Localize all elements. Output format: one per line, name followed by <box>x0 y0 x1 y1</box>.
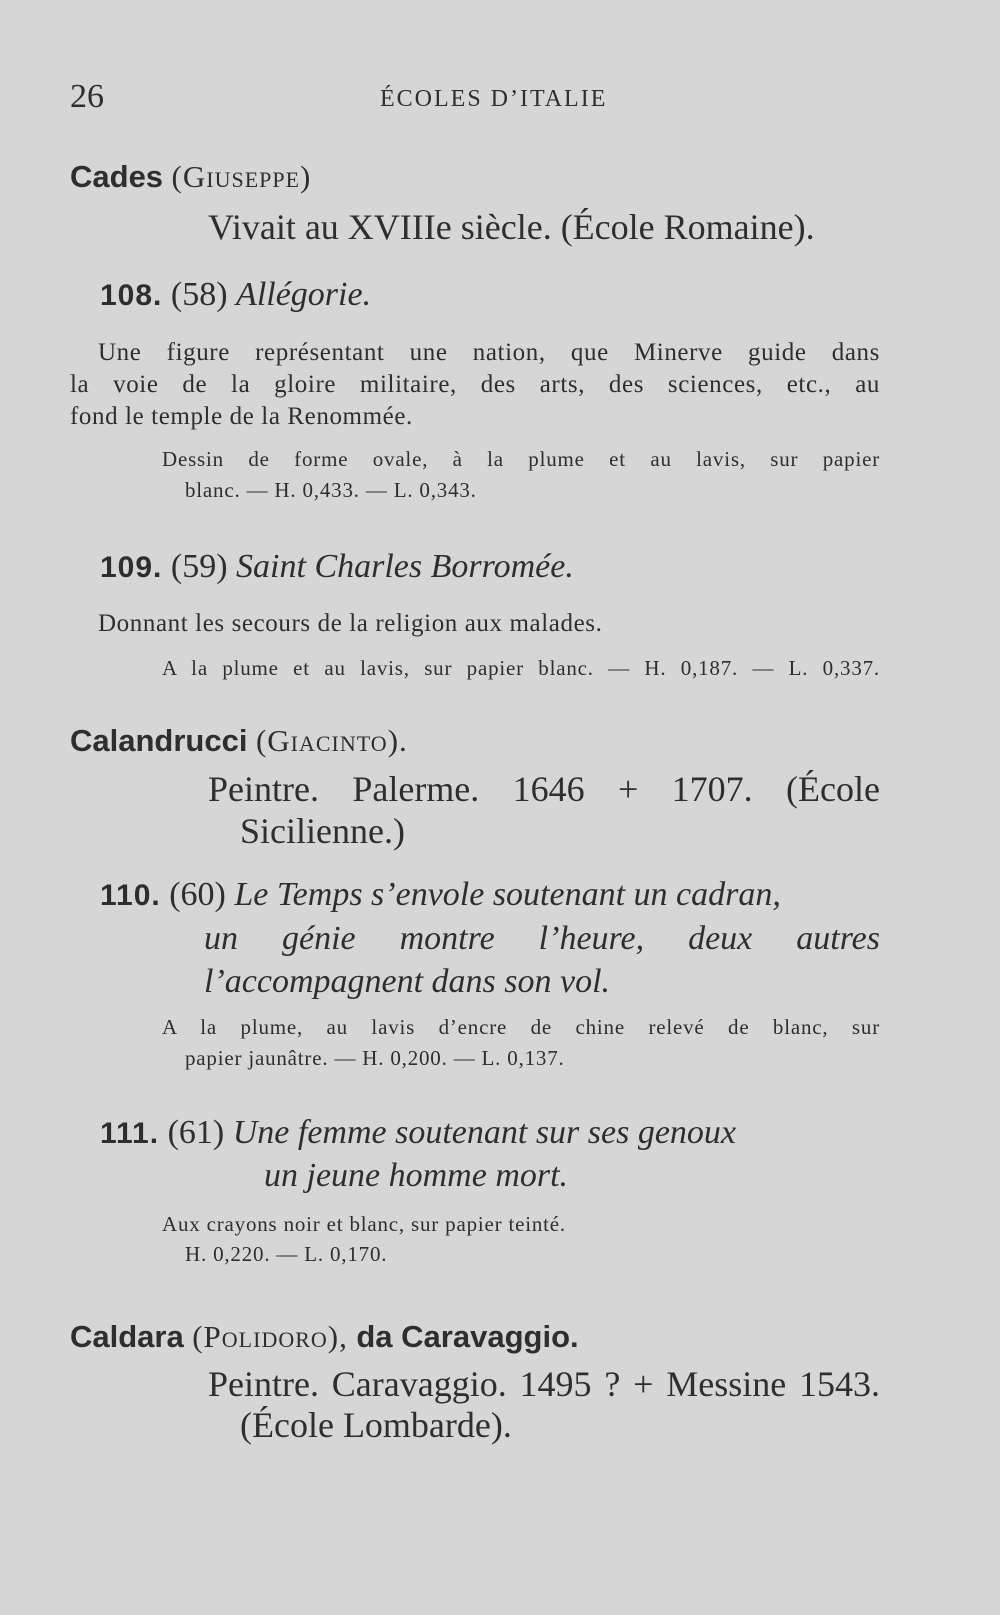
artist-name: Calandrucci <box>70 723 248 758</box>
artist-name: Caldara <box>70 1319 184 1354</box>
entry-description-line: Une figure représentant une nation, que Minerve guide dans <box>98 339 880 366</box>
artist-given-name: (Giacinto). <box>255 723 408 758</box>
entry-technique-line: Dessin de forme ovale, à la plume et au lavis, sur papier <box>162 447 880 471</box>
artist-given-suffix: da Caravaggio. <box>356 1319 579 1354</box>
entry-technique-line: Aux crayons noir et blanc, sur papier teinté. <box>162 1212 566 1236</box>
artist-bio: Vivait au XVIIIe siècle. (École Romaine). <box>208 207 815 247</box>
entry-ref: (60) <box>169 876 226 913</box>
entry-description-line: la voie de la gloire militaire, des arts, des sciences, etc., au <box>70 371 880 398</box>
entry-number: 111. <box>100 1117 160 1150</box>
artist-bio: Sicilienne.) <box>240 811 405 851</box>
artist-given-name: (Giuseppe) <box>171 159 312 194</box>
entry-description-line: fond le temple de la Renommée. <box>70 403 413 430</box>
entry-title-text: l’accompagnent dans son vol. <box>204 963 611 1000</box>
artist-name: Cades <box>70 159 164 194</box>
entry-108-title <box>100 276 371 314</box>
running-title: ÉCOLES D’ITALIE <box>380 86 608 112</box>
artist-bio: (École Lombarde). <box>240 1405 512 1445</box>
entry-title-text: Une femme soutenant sur ses genoux <box>232 1114 737 1151</box>
entry-ref: (61) <box>167 1114 225 1151</box>
entry-111-title <box>100 1114 736 1152</box>
artist-bio: Peintre. Palerme. 1646 + 1707. (École <box>208 769 880 809</box>
entry-title-text: un jeune homme mort. <box>264 1157 569 1194</box>
entry-title-continuation <box>264 1157 568 1195</box>
entry-110-title <box>100 876 882 914</box>
entry-number: 108. <box>100 279 163 312</box>
entry-number: 110. <box>100 879 161 912</box>
artist-bio: Peintre. Caravaggio. 1495 ? + Messine 1543. <box>208 1364 880 1404</box>
artist-given-name: (Polidoro), <box>192 1319 348 1354</box>
entry-technique-line: A la plume, au lavis d’encre de chine relevé de blanc, sur <box>162 1015 880 1039</box>
entry-title-text: un génie montre l’heure, deux autres <box>204 920 880 957</box>
artist-heading-cades <box>70 158 311 196</box>
entry-title-continuation <box>204 920 880 958</box>
entry-109-title <box>100 548 574 586</box>
entry-technique-line: A la plume et au lavis, sur papier blanc. — H. 0,187. — L. 0,337. <box>162 656 880 680</box>
entry-title-text: Saint Charles Borromée. <box>236 548 574 585</box>
page-number: 26 <box>70 78 104 115</box>
entry-technique-line: H. 0,220. — L. 0,170. <box>185 1242 388 1266</box>
artist-heading-calandrucci <box>70 722 408 760</box>
entry-title-continuation <box>204 963 610 1001</box>
entry-description-line: Donnant les secours de la religion aux malades. <box>98 610 603 637</box>
entry-title-text: Allégorie. <box>236 276 372 313</box>
entry-ref: (59) <box>170 548 228 585</box>
artist-heading-caldara <box>70 1318 579 1356</box>
entry-technique-line: blanc. — H. 0,433. — L. 0,343. <box>185 478 477 502</box>
entry-technique-line: papier jaunâtre. — H. 0,200. — L. 0,137. <box>185 1046 565 1070</box>
entry-number: 109. <box>100 551 163 584</box>
entry-title-text: Le Temps s’envole soutenant un cadran, <box>234 876 781 913</box>
entry-ref: (58) <box>170 276 228 313</box>
